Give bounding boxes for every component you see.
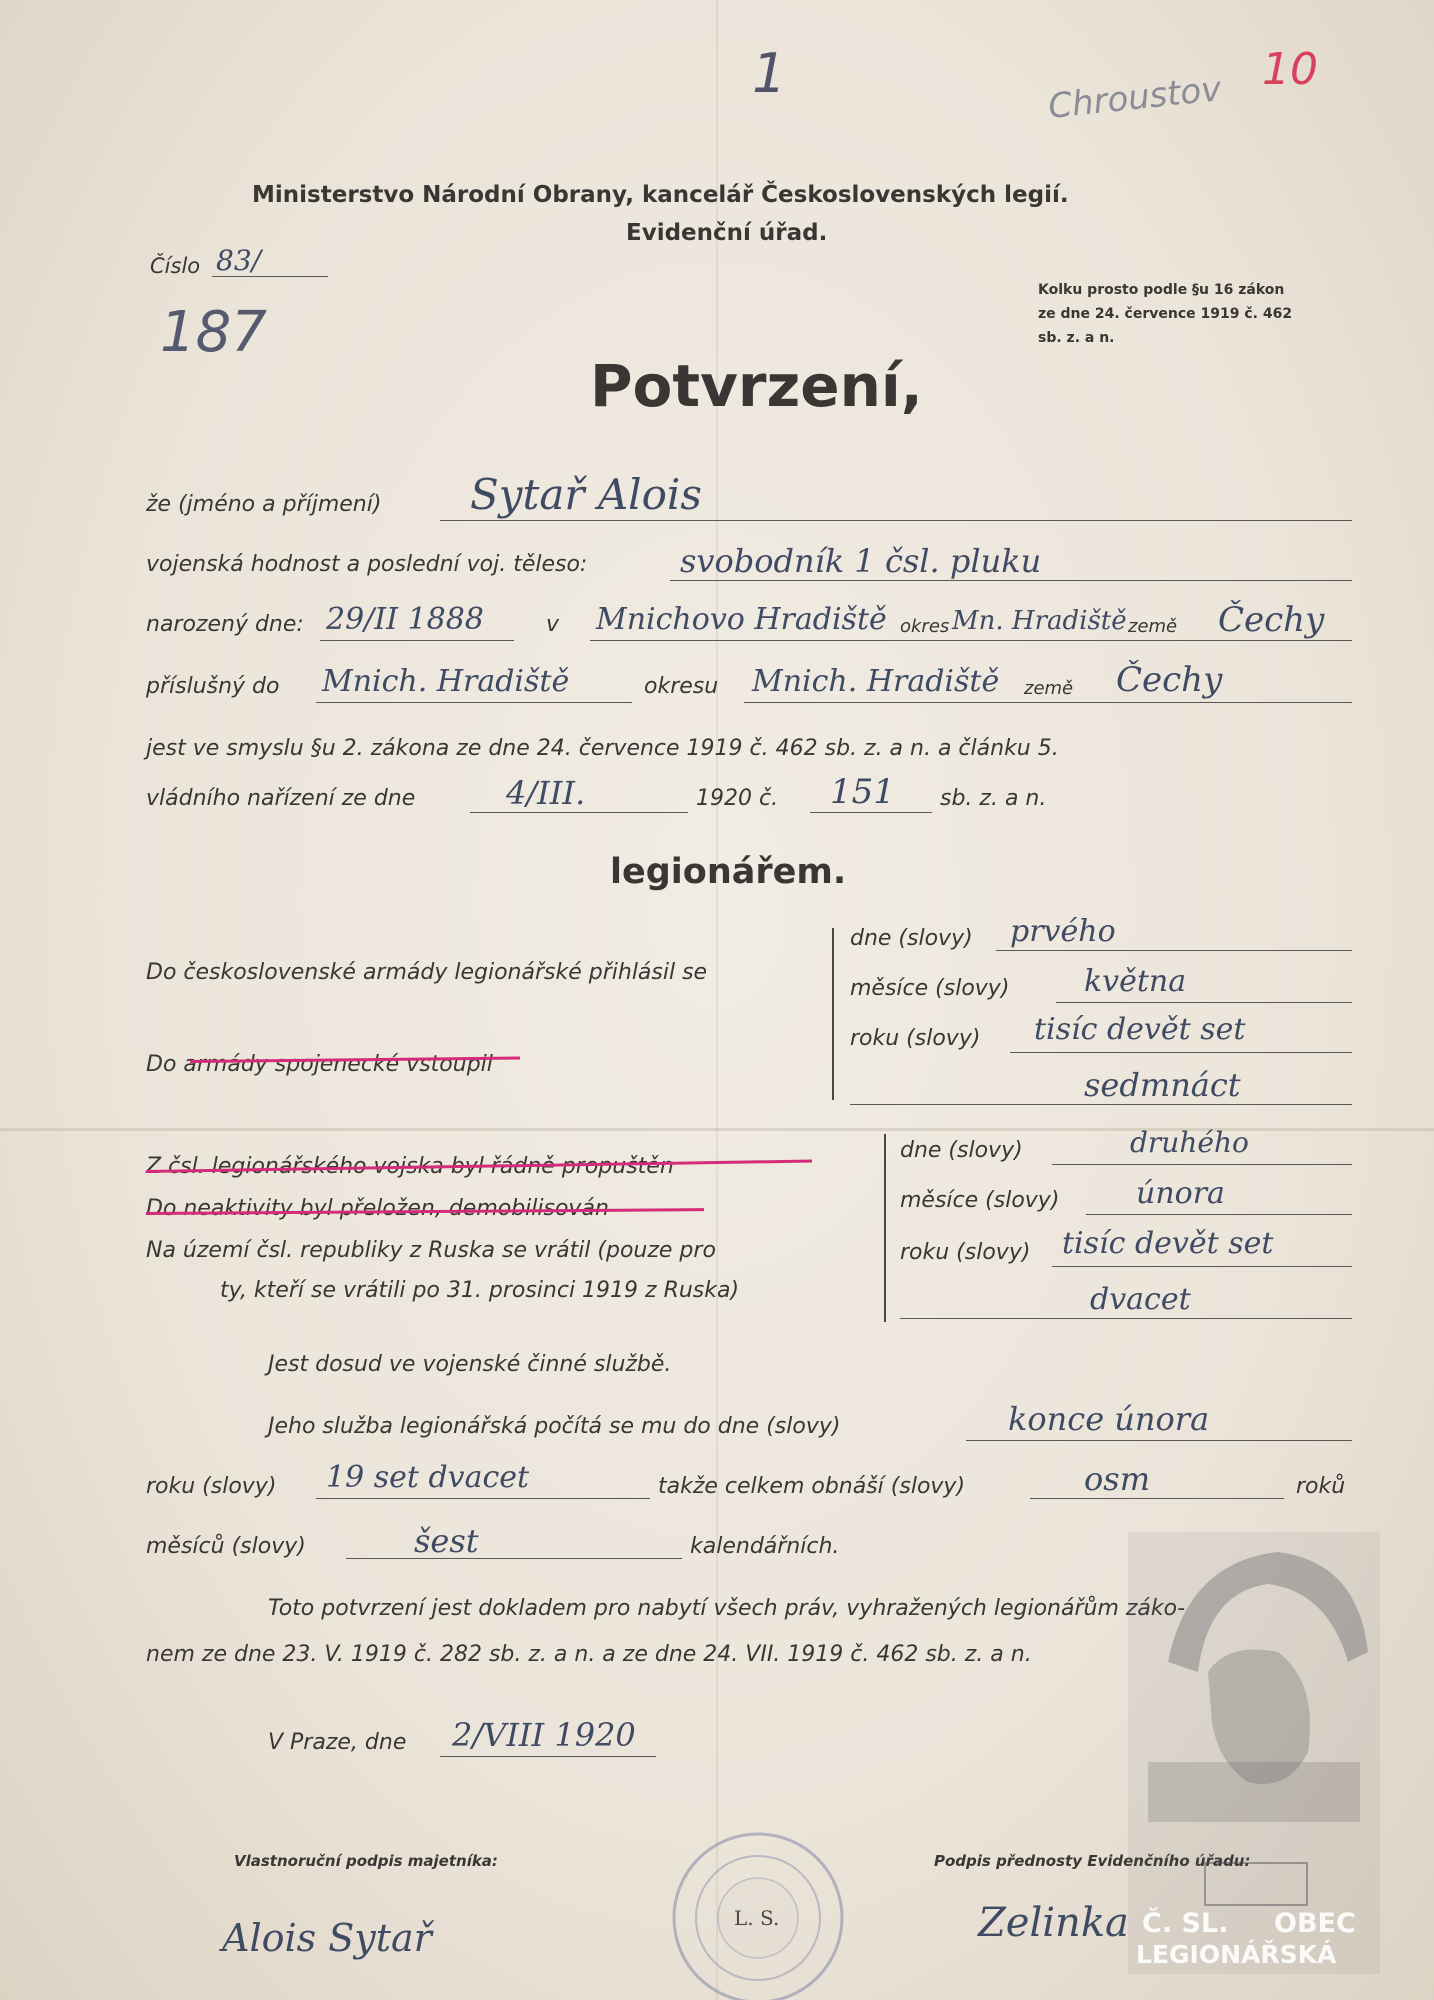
service-total-value: osm <box>1084 1460 1151 1498</box>
ls-mark: L. S. <box>734 1906 780 1930</box>
born-label: narozený dne: <box>146 612 304 637</box>
owner-sig-label: Vlastnoruční podpis majetníka: <box>234 1852 498 1870</box>
belong-zeme-label: země <box>1024 678 1074 699</box>
enlist-year-value2: sedmnáct <box>1084 1066 1241 1104</box>
release-month-label: měsíce (slovy) <box>900 1188 1060 1213</box>
stamp-note-line1: Kolku prosto podle §u 16 zákon <box>1038 282 1285 298</box>
belong-okres-line <box>744 702 1352 703</box>
belong-place: Mnich. Hradiště <box>322 664 570 699</box>
law-date: 4/III. <box>506 774 586 812</box>
legionarem-heading: legionářem. <box>610 852 847 892</box>
release-year-line1 <box>1052 1266 1352 1267</box>
stamp-note-line3: sb. z. a n. <box>1038 330 1115 346</box>
belong-place-line <box>316 702 632 703</box>
born-zeme: Čechy <box>1218 600 1325 640</box>
enlist-label: Do československé armády legionářské přihlásil se <box>146 960 708 985</box>
belong-okres: Mnich. Hradiště <box>752 664 1000 699</box>
born-v-label: v <box>546 612 560 637</box>
watermark-logo <box>1128 1532 1380 1974</box>
pencil-note: Chroustov <box>1046 69 1224 127</box>
name-line <box>440 520 1352 521</box>
service-total-line <box>1030 1498 1284 1499</box>
enlist-year-line2 <box>850 1104 1352 1105</box>
rank-value: svobodník 1 čsl. pluku <box>680 542 1042 580</box>
enlist-allied-struck: Do armády spojenecké vstoupil <box>146 1052 493 1077</box>
service-months-line <box>346 1558 682 1559</box>
service-years-word: roků <box>1296 1474 1346 1499</box>
page-title: Potvrzení, <box>590 352 923 420</box>
top-number: 1 <box>752 42 787 105</box>
stamp-note-line2: ze dne 24. července 1919 č. 462 <box>1038 306 1293 322</box>
release-month-line <box>1086 1214 1352 1215</box>
release-line2-struck: Do neaktivity byl přeložen, demobilisován <box>146 1196 609 1221</box>
service-months-value: šest <box>414 1522 479 1560</box>
watermark-text-3: LEGIONÁŘSKÁ <box>1136 1940 1337 1969</box>
service-total-label: takže celkem obnáší (slovy) <box>658 1474 966 1499</box>
watermark-text-2: OBEC <box>1274 1908 1356 1939</box>
place-date-value: 2/VIII 1920 <box>452 1716 636 1754</box>
release-day-line <box>1052 1164 1352 1165</box>
enlist-brace <box>832 928 844 1100</box>
rank-line <box>670 580 1352 581</box>
release-year-line2 <box>900 1318 1352 1319</box>
release-brace <box>884 1134 896 1322</box>
service-active: Jest dosud ve vojenské činné službě. <box>268 1352 672 1377</box>
chief-signature: Zelinka <box>978 1900 1129 1946</box>
service-counts-line <box>966 1440 1352 1441</box>
release-year-label: roku (slovy) <box>900 1240 1031 1265</box>
belong-zeme: Čechy <box>1116 660 1223 700</box>
enlist-month-label: měsíce (slovy) <box>850 976 1010 1001</box>
law-no-line <box>810 812 932 813</box>
enlist-month-line <box>1056 1002 1352 1003</box>
law-no: 151 <box>830 772 895 812</box>
fold-line-vertical <box>716 0 718 2000</box>
release-line1-struck: Z čsl. legionářského vojska byl řádně propuštěn <box>146 1154 674 1179</box>
enlist-year-value1: tisíc devět set <box>1034 1012 1246 1047</box>
rank-label: vojenská hodnost a poslední voj. těleso: <box>146 552 588 577</box>
law-date-line <box>470 812 688 813</box>
born-date-line <box>320 640 514 641</box>
place-date-label: V Praze, dne <box>268 1730 407 1755</box>
belong-label: příslušný do <box>146 674 280 699</box>
service-year-value: 19 set dvacet <box>326 1460 530 1495</box>
release-month-value: února <box>1136 1176 1225 1211</box>
watermark-text-1: Č. SL. <box>1142 1908 1229 1939</box>
born-place-line <box>590 640 1352 641</box>
cislo-line <box>212 276 328 277</box>
office-header: Evidenční úřad. <box>626 220 828 246</box>
service-year-label: roku (slovy) <box>146 1474 277 1499</box>
release-year-value1: tisíc devět set <box>1062 1226 1274 1261</box>
service-counts-label: Jeho služba legionářská počítá se mu do dne (slovy) <box>268 1414 841 1439</box>
belong-okres-label: okresu <box>644 674 719 699</box>
service-counts-value: konce února <box>1008 1400 1210 1438</box>
side-number: 187 <box>160 300 267 365</box>
born-date: 29/II 1888 <box>326 602 484 637</box>
enlist-day-line <box>996 950 1352 951</box>
name-value: Sytař Alois <box>470 470 702 519</box>
coat-of-arms-icon <box>1204 1862 1308 1906</box>
law-line1: jest ve smyslu §u 2. zákona ze dne 24. července 1919 č. 462 sb. z. a n. a článku 5. <box>146 736 1059 761</box>
enlist-month-value: května <box>1084 964 1187 999</box>
enlist-day-label: dne (slovy) <box>850 926 973 951</box>
born-place: Mnichovo Hradiště <box>596 602 887 637</box>
born-okres-label: okres <box>900 616 950 637</box>
release-line4: ty, kteří se vrátili po 31. prosinci 1919 z Ruska) <box>220 1278 740 1303</box>
law-line2a: vládního nařízení ze dne <box>146 786 416 811</box>
cislo-value: 83/ <box>216 244 262 277</box>
closing-line1: Toto potvrzení jest dokladem pro nabytí všech práv, vyhražených legionářům záko- <box>268 1596 1186 1621</box>
legionnaire-portrait-icon <box>1128 1532 1380 1822</box>
red-number: 10 <box>1262 44 1318 95</box>
closing-line2: nem ze dne 23. V. 1919 č. 282 sb. z. a n. a ze dne 24. VII. 1919 č. 462 sb. z. a n. <box>146 1642 1032 1667</box>
service-months-suffix: kalendářních. <box>690 1534 840 1559</box>
release-day-label: dne (slovy) <box>900 1138 1023 1163</box>
place-date-line <box>440 1756 656 1757</box>
release-year-value2: dvacet <box>1090 1282 1191 1317</box>
service-year-line <box>316 1498 650 1499</box>
born-okres: Mn. Hradiště <box>952 606 1127 636</box>
chief-sig-label: Podpis přednosty Evidenčního úřadu: <box>934 1852 1251 1870</box>
service-months-label: měsíců (slovy) <box>146 1534 306 1559</box>
law-line2b: sb. z. a n. <box>940 786 1047 811</box>
law-year: 1920 č. <box>696 786 779 811</box>
born-zeme-label: země <box>1128 616 1178 637</box>
name-label: že (jméno a příjmení) <box>146 492 382 517</box>
enlist-day-value: prvého <box>1010 914 1116 949</box>
enlist-year-label: roku (slovy) <box>850 1026 981 1051</box>
owner-signature: Alois Sytař <box>222 1916 432 1960</box>
cislo-label: Číslo <box>150 254 201 278</box>
release-line3: Na území čsl. republiky z Ruska se vrátil (pouze pro <box>146 1238 716 1263</box>
release-day-value: druhého <box>1130 1126 1249 1159</box>
ministry-header: Ministerstvo Národní Obrany, kancelář Československých legií. <box>252 182 1069 208</box>
enlist-year-line1 <box>1010 1052 1352 1053</box>
